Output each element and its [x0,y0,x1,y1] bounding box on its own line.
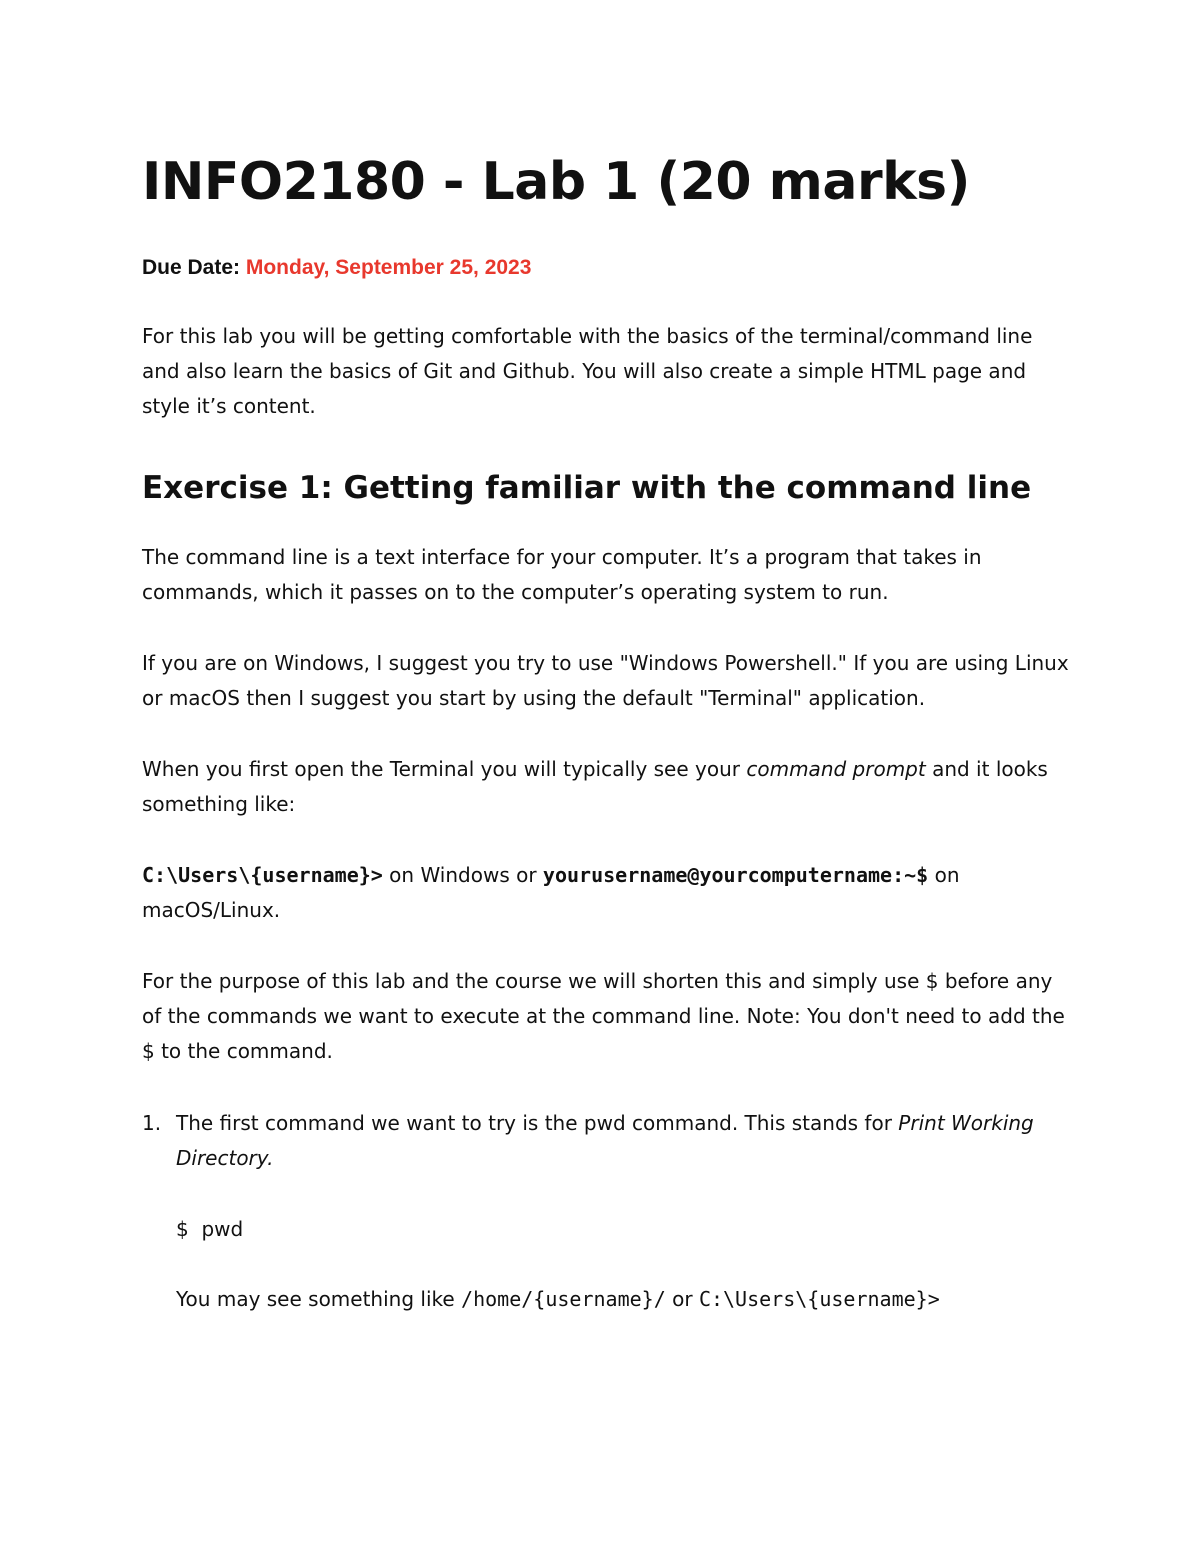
unix-prompt-code: yourusername@yourcomputername:~$ [542,863,929,887]
prompt-text-after: and it looks something like: [142,757,1048,816]
prompt-text-before: When you first open the Terminal you will typically see your [142,757,747,781]
unix-path-code: /home/{username}/ [461,1287,666,1311]
windows-prompt-code: C:\Users\{username}> [142,863,383,887]
due-date [142,254,531,282]
command-line-paragraph: The command line is a text interface for your computer. It’s a program that takes in commands, which it passes on to the computer’s operating system to run. [142,545,982,604]
shorten-paragraph: For the purpose of this lab and the course we will shorten this and simply use $ before any of the commands we want to execute at the command line. Note: You don't need to add the $ to the command. [142,969,1065,1063]
pwd-command: $ pwd [176,1217,244,1241]
prompt-emphasis: command prompt [746,757,926,781]
page-title: INFO2180 - Lab 1 (20 marks) [142,152,970,212]
exercise-1-heading: Exercise 1: Getting familiar with the command line [142,470,1032,506]
prompt-examples-mid: on Windows or [382,863,543,887]
windows-path-code: C:\Users\{username}> [698,1287,940,1311]
list-item-text [176,1106,1036,1176]
intro-paragraph: For this lab you will be getting comfortable with the basics of the terminal/command line and also learn the basics of Git and Github. You will also create a simple HTML page and style it’s content. [142,324,1033,418]
pwd-result-before: You may see something like [176,1287,462,1311]
pwd-result-mid: or [665,1287,699,1311]
list-item-number: 1. [142,1111,162,1135]
pwd-result [176,1282,940,1317]
due-date-value: Monday, September 25, 2023 [245,256,532,279]
due-date-label: Due Date: [142,256,246,279]
prompt-paragraph [142,752,1072,822]
prompt-examples-paragraph [142,858,1072,928]
list-item-emphasis: Print Working Directory. [176,1111,1034,1170]
list-item-text-before: The first command we want to try is the pwd command. This stands for [176,1111,899,1135]
prompt-examples-end: on macOS/Linux. [142,863,960,922]
windows-paragraph: If you are on Windows, I suggest you try to use "Windows Powershell." If you are using Linux or macOS then I suggest you start by using the default "Terminal" application. [142,651,1069,710]
